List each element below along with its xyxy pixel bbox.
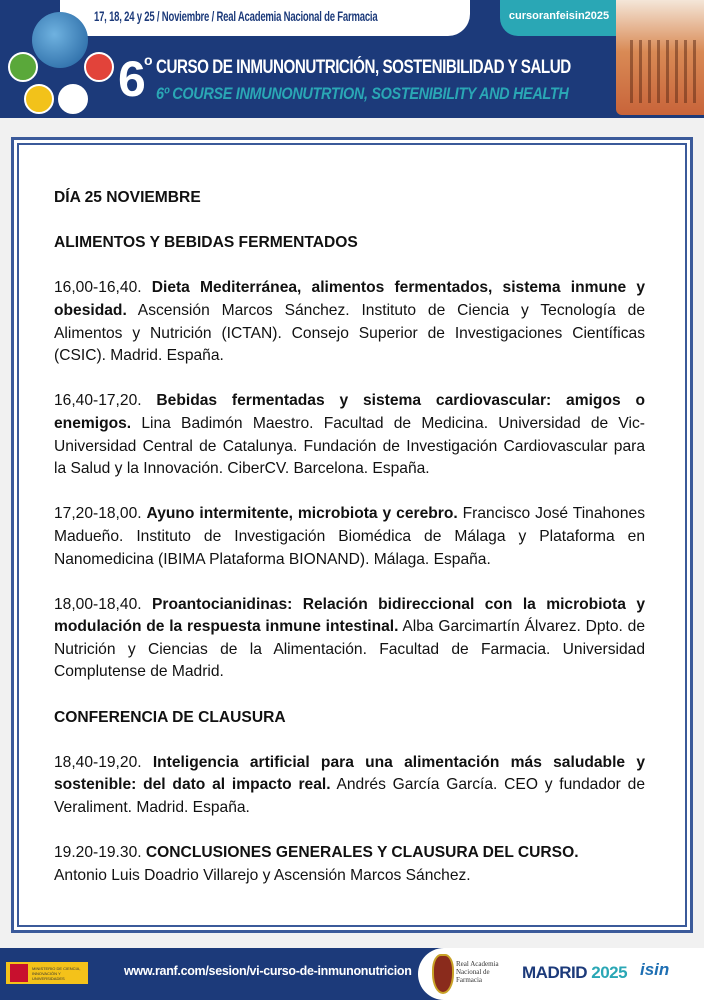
people-icon <box>24 84 54 114</box>
header-banner <box>0 0 704 118</box>
event-dates: 17, 18, 24 y 25 / Noviembre / Real Academia Nacional de Farmacia <box>94 8 378 24</box>
talk-item: 18,00-18,40. Proantocianidinas: Relación bidireccional con la microbiota y modulación de la respuesta inmune intestinal. Alba Garcimartín Álvarez. Dpto. de Nutrición y Ciencias de la Alimentación. Facultad de Farmacia. Universidad Complutense de Madrid. <box>54 595 645 681</box>
sponsor-panel <box>418 948 704 1000</box>
microscope-icon <box>84 52 114 82</box>
food-icon <box>8 52 38 82</box>
section-heading: ALIMENTOS Y BEBIDAS FERMENTADOS <box>54 234 358 252</box>
course-title-en: 6º COURSE INMUNONUTRTION, SOSTENIBILITY AND HEALTH <box>156 84 569 103</box>
program-content <box>54 187 645 910</box>
spain-crest-icon <box>10 964 28 982</box>
madrid-2025-logo: MADRID 2025 <box>522 963 628 982</box>
date-bar <box>60 0 470 36</box>
talk-item: 16,40-17,20. Bebidas fermentadas y sistema cardiovascular: amigos o enemigos. Lina Badimón Maestro. Facultad de Medicina. Universidad de Vic-Universidad Central de Catalunya. Fundación de Investigación Cardiovascular para la Salud y la Innovación. CiberCV. Barcelona. España. <box>54 392 646 478</box>
ministry-logo: MINISTERIO DE CIENCIA, INNOVACIÓN Y UNIVERSIDADES <box>6 962 88 984</box>
talk-item: 17,20-18,00. Ayuno intermitente, microbiota y cerebro. Francisco José Tinahones Madueño. Instituto de Investigación Biomédica de Málaga y Plataforma en Nanomedicina (IBIMA Plataforma BIONAND). Málaga. España. <box>54 505 646 568</box>
edition-number: 6 <box>118 51 146 107</box>
section-heading: CONFERENCIA DE CLAUSURA <box>54 708 286 726</box>
ranf-crest-icon <box>432 954 454 994</box>
edition-sup: o <box>144 52 153 68</box>
academy-building-image <box>616 0 704 115</box>
body-icon <box>58 84 88 114</box>
day-heading: DÍA 25 NOVIEMBRE <box>54 189 201 206</box>
conclusions: 19.20-19.30. CONCLUSIONES GENERALES Y CLAUSURA DEL CURSO. Antonio Luis Doadrio Villarejo y Ascensión Marcos Sánchez. <box>54 844 579 884</box>
course-title-es: CURSO DE INMUNONUTRICIÓN, SOSTENIBILIDAD Y SALUD <box>156 57 571 78</box>
talk-item: 16,00-16,40. Dieta Mediterránea, alimentos fermentados, sistema inmune y obesidad. Ascensión Marcos Sánchez. Instituto de Ciencia y Tecnología de Alimentos y Nutrición (ICTAN). Consejo Superior de Investigaciones Científicas (CSIC). Madrid. España. <box>54 279 645 365</box>
isin-logo: isin <box>640 960 670 979</box>
hashtag-badge: cursoranfeisin2025 <box>500 0 618 36</box>
course-url-link[interactable]: www.ranf.com/sesion/vi-curso-de-inmunonutricion <box>124 964 412 978</box>
ranf-logo-text: Real Academia Nacional de Farmacia <box>456 960 499 984</box>
closing-talk: 18,40-19,20. Inteligencia artificial para una alimentación más saludable y sostenible: del dato al impacto real. Andrés García García. CEO y fundador de Veraliment. Madrid. España. <box>54 753 645 817</box>
globe-logo-icon <box>32 12 88 68</box>
footer <box>0 948 704 1000</box>
